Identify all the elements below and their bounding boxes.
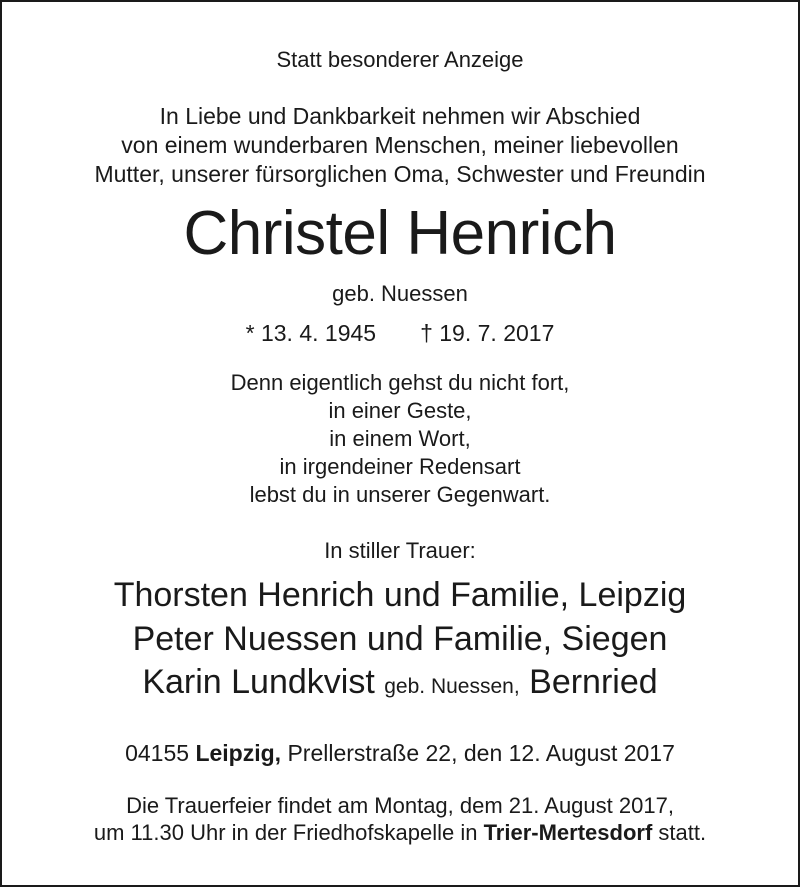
funeral-end: statt.	[658, 820, 707, 845]
mourner-3-place: Bernried	[529, 663, 658, 701]
address-city: Leipzig,	[195, 740, 282, 766]
poem-line-1: Denn eigentlich gehst du nicht fort,	[230, 370, 570, 395]
mourner-3-birth-name: geb. Nuessen,	[384, 675, 520, 698]
intro-line-2: von einem wunderbaren Menschen, meiner liebevollen	[121, 132, 679, 158]
birth-date: * 13. 4. 1945	[245, 320, 377, 346]
poem-line-3: in einem Wort,	[329, 426, 471, 451]
funeral-line-2	[2, 820, 798, 845]
mourner-line-2: Peter Nuessen und Familie, Siegen	[132, 620, 668, 658]
death-date: † 19. 7. 2017	[420, 320, 555, 346]
mourner-line-3	[2, 663, 798, 702]
mourner-line-1: Thorsten Henrich und Familie, Leipzig	[113, 576, 687, 614]
funeral-place: Trier-Mertesdorf	[483, 820, 653, 845]
mourning-label: In stiller Trauer:	[324, 538, 476, 563]
address-zip: 04155	[125, 740, 190, 766]
poem-line-4: in irgendeiner Redensart	[279, 454, 521, 479]
poem-line-5: lebst du in unserer Gegenwart.	[249, 482, 551, 507]
notice-header: Statt besonderer Anzeige	[276, 47, 524, 72]
deceased-name: Christel Henrich	[183, 199, 617, 268]
intro-line-3: Mutter, unserer fürsorglichen Oma, Schwester und Freundin	[94, 161, 706, 187]
address-line	[2, 740, 798, 766]
mourner-3-name: Karin Lundkvist	[142, 663, 375, 701]
funeral-line-1: Die Trauerfeier findet am Montag, dem 21. August 2017,	[126, 793, 674, 818]
birth-name: geb. Nuessen	[332, 281, 468, 306]
poem-line-2: in einer Geste,	[328, 398, 472, 423]
address-rest: Prellerstraße 22, den 12. August 2017	[287, 740, 675, 766]
funeral-time-location: um 11.30 Uhr in der Friedhofskapelle in	[93, 820, 478, 845]
life-dates	[2, 320, 798, 346]
intro-line-1: In Liebe und Dankbarkeit nehmen wir Abschied	[159, 103, 641, 129]
